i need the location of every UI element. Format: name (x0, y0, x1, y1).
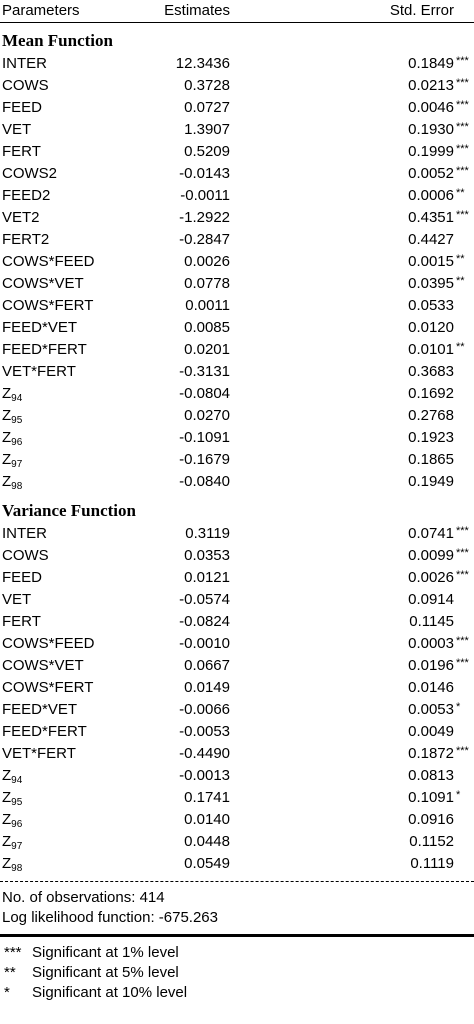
std-error-value: 0.0015 (408, 253, 454, 270)
table-row (0, 185, 474, 207)
parameter-label: INTER (2, 525, 47, 542)
std-error-value: 0.1152 (409, 833, 454, 850)
table-row (0, 383, 474, 405)
table-row (0, 831, 474, 853)
legend-mark: *** (4, 944, 22, 961)
significance-mark: *** (456, 635, 469, 647)
table-header (0, 0, 474, 22)
estimate-value: -0.1091 (179, 429, 230, 446)
significance-mark: ** (456, 187, 465, 199)
parameter-name (2, 787, 22, 809)
estimate-value: 1.3907 (184, 121, 230, 138)
estimate-value: -0.0053 (179, 723, 230, 740)
significance-mark: *** (456, 121, 469, 133)
table-row (0, 655, 474, 677)
parameter-label: VET2 (2, 209, 40, 226)
std-error-value: 0.0813 (408, 767, 454, 784)
parameter-name (2, 765, 22, 787)
parameter-label: FERT2 (2, 231, 50, 248)
estimate-value: 0.0140 (184, 811, 230, 828)
section-heading (0, 493, 474, 523)
parameter-subscript: 98 (11, 481, 23, 492)
parameter-label: Z (2, 789, 12, 806)
table-row (0, 339, 474, 361)
parameter-label: VET (2, 591, 32, 608)
estimate-value: -0.0804 (179, 385, 230, 402)
std-error-value: 0.0741 (408, 525, 454, 542)
std-error-value: 0.3683 (408, 363, 454, 380)
table-row (0, 53, 474, 75)
parameter-label: VET (2, 121, 32, 138)
estimate-value: -0.0840 (179, 473, 230, 490)
estimate-value: 12.3436 (175, 55, 230, 72)
estimate-value: 0.0270 (184, 407, 230, 424)
parameter-label: Z (2, 473, 12, 490)
table-row (0, 853, 474, 875)
estimate-value: -0.0011 (180, 187, 230, 204)
parameter-name (2, 273, 84, 295)
parameter-name (2, 405, 22, 427)
table-row (0, 523, 474, 545)
header-estimates: Estimates (164, 2, 230, 19)
parameter-label: Z (2, 407, 12, 424)
significance-mark: ** (456, 253, 465, 265)
parameter-name (2, 523, 47, 545)
section-title: Mean Function (2, 31, 113, 50)
parameter-name (2, 383, 22, 405)
parameter-name (2, 163, 57, 185)
table-row (0, 97, 474, 119)
significance-mark: *** (456, 569, 469, 581)
parameter-label: Z (2, 833, 12, 850)
parameter-subscript: 97 (11, 459, 23, 470)
table-row (0, 317, 474, 339)
parameter-name (2, 207, 40, 229)
parameter-subscript: 95 (11, 415, 23, 426)
legend-mark: * (4, 984, 10, 1001)
significance-mark: *** (456, 99, 469, 111)
std-error-value: 0.0101 (408, 341, 454, 358)
table-row (0, 75, 474, 97)
std-error-value: 0.1872 (408, 745, 454, 762)
parameter-name (2, 633, 95, 655)
parameter-name (2, 361, 76, 383)
parameter-name (2, 677, 93, 699)
table-row (0, 589, 474, 611)
table-row (0, 141, 474, 163)
parameter-label: VET*FERT (2, 363, 76, 380)
header-std-error: Std. Error (389, 2, 454, 19)
std-error-value: 0.1930 (408, 121, 454, 138)
legend-item (0, 983, 474, 1003)
parameter-label: FEED (2, 569, 43, 586)
parameter-label: COWS*FERT (2, 679, 94, 696)
std-error-value: 0.0052 (408, 165, 454, 182)
significance-mark: *** (456, 77, 469, 89)
std-error-value: 0.1849 (408, 55, 454, 72)
table-row (0, 699, 474, 721)
table-row (0, 295, 474, 317)
significance-mark: * (456, 789, 461, 801)
parameter-label: COWS (2, 77, 49, 94)
parameter-label: COWS*VET (2, 275, 84, 292)
parameter-name (2, 655, 84, 677)
estimate-value: 0.3119 (185, 525, 230, 542)
parameter-name (2, 567, 42, 589)
std-error-value: 0.0003 (408, 635, 454, 652)
parameter-name (2, 317, 77, 339)
std-error-value: 0.1999 (408, 143, 454, 160)
std-error-value: 0.0049 (408, 723, 454, 740)
section-heading (0, 23, 474, 53)
legend-item (0, 963, 474, 983)
table-row (0, 567, 474, 589)
estimate-value: -0.3131 (179, 363, 230, 380)
parameter-name (2, 743, 76, 765)
estimate-value: 0.0011 (185, 297, 230, 314)
table-row (0, 611, 474, 633)
std-error-value: 0.0395 (408, 275, 454, 292)
estimate-value: 0.0353 (184, 547, 230, 564)
parameter-subscript: 94 (11, 775, 23, 786)
parameter-label: FEED2 (2, 187, 51, 204)
estimate-value: -0.4490 (179, 745, 230, 762)
section-title: Variance Function (2, 501, 136, 520)
estimate-value: -0.1679 (179, 451, 230, 468)
std-error-value: 0.0146 (408, 679, 454, 696)
estimate-value: 0.0778 (184, 275, 230, 292)
parameter-label: Z (2, 811, 12, 828)
std-error-value: 0.0196 (408, 657, 454, 674)
estimate-value: 0.0085 (184, 319, 230, 336)
parameter-name (2, 295, 93, 317)
parameter-name (2, 589, 31, 611)
parameter-label: COWS2 (2, 165, 58, 182)
estimate-value: 0.1741 (184, 789, 230, 806)
table-row (0, 427, 474, 449)
parameter-label: COWS*FEED (2, 253, 95, 270)
table-row (0, 273, 474, 295)
table-row (0, 743, 474, 765)
std-error-value: 0.2768 (408, 407, 454, 424)
significance-mark: *** (456, 165, 469, 177)
parameter-subscript: 94 (11, 393, 23, 404)
std-error-value: 0.0026 (408, 569, 454, 586)
parameter-label: COWS*FEED (2, 635, 95, 652)
parameter-name (2, 611, 41, 633)
parameter-name (2, 809, 22, 831)
parameter-label: Z (2, 767, 12, 784)
significance-mark: *** (456, 657, 469, 669)
std-error-value: 0.0006 (408, 187, 454, 204)
parameter-name (2, 339, 87, 361)
parameter-name (2, 449, 22, 471)
estimate-value: 0.3728 (184, 77, 230, 94)
table-row (0, 163, 474, 185)
parameter-subscript: 98 (11, 863, 23, 874)
parameter-label: FEED (2, 99, 43, 116)
significance-mark: *** (456, 547, 469, 559)
estimate-value: 0.0026 (184, 253, 230, 270)
parameter-label: FEED*FERT (2, 723, 87, 740)
std-error-value: 0.0099 (408, 547, 454, 564)
std-error-value: 0.1923 (408, 429, 454, 446)
parameter-name (2, 545, 49, 567)
std-error-value: 0.0914 (408, 591, 454, 608)
parameter-label: FERT (2, 613, 41, 630)
table-row (0, 471, 474, 493)
parameter-name (2, 699, 77, 721)
significance-mark: *** (456, 55, 469, 67)
log-likelihood-note: Log likelihood function: -675.263 (2, 909, 218, 926)
parameter-label: Z (2, 451, 12, 468)
std-error-value: 0.1692 (408, 385, 454, 402)
parameter-label: FEED*VET (2, 701, 78, 718)
significance-mark: *** (456, 143, 469, 155)
parameter-name (2, 853, 22, 875)
table-row (0, 765, 474, 787)
parameter-name (2, 427, 22, 449)
estimate-value: -0.0824 (179, 613, 230, 630)
std-error-value: 0.0916 (408, 811, 454, 828)
std-error-value: 0.0046 (408, 99, 454, 116)
estimate-value: 0.0727 (184, 99, 230, 116)
estimate-value: -1.2922 (179, 209, 230, 226)
std-error-value: 0.1119 (410, 855, 454, 872)
parameter-label: COWS*VET (2, 657, 84, 674)
parameter-name (2, 185, 50, 207)
parameter-subscript: 95 (11, 797, 23, 808)
std-error-value: 0.1949 (408, 473, 454, 490)
estimate-value: -0.0143 (179, 165, 230, 182)
estimate-value: 0.0121 (184, 569, 230, 586)
estimate-value: 0.5209 (184, 143, 230, 160)
legend-mark: ** (4, 964, 16, 981)
significance-mark: *** (456, 209, 469, 221)
parameter-label: COWS (2, 547, 49, 564)
parameter-name (2, 831, 22, 853)
table-row (0, 119, 474, 141)
parameter-name (2, 141, 41, 163)
std-error-value: 0.0120 (408, 319, 454, 336)
table-row (0, 677, 474, 699)
parameter-label: Z (2, 385, 12, 402)
estimate-value: 0.0667 (184, 657, 230, 674)
legend-item (0, 943, 474, 963)
parameter-name (2, 471, 22, 493)
parameter-label: Z (2, 855, 12, 872)
estimate-value: -0.0010 (179, 635, 230, 652)
estimate-value: -0.0013 (179, 767, 230, 784)
parameter-label: VET*FERT (2, 745, 76, 762)
std-error-value: 0.1145 (409, 613, 454, 630)
estimate-value: -0.2847 (179, 231, 230, 248)
estimate-value: 0.0201 (184, 341, 230, 358)
table-row (0, 787, 474, 809)
std-error-value: 0.0053 (408, 701, 454, 718)
parameter-label: FEED*VET (2, 319, 78, 336)
estimate-value: 0.0549 (184, 855, 230, 872)
table-row (0, 721, 474, 743)
table-row (0, 251, 474, 273)
parameter-label: Z (2, 429, 12, 446)
significance-mark: ** (456, 275, 465, 287)
table-body (0, 23, 474, 875)
estimate-value: 0.0448 (184, 833, 230, 850)
table-row (0, 633, 474, 655)
parameter-subscript: 97 (11, 841, 23, 852)
parameter-label: FEED*FERT (2, 341, 87, 358)
significance-mark: *** (456, 745, 469, 757)
header-parameters: Parameters (2, 2, 80, 19)
parameter-name (2, 53, 47, 75)
significance-legend (0, 943, 474, 1003)
estimate-value: 0.0149 (184, 679, 230, 696)
estimate-value: -0.0066 (179, 701, 230, 718)
parameter-label: COWS*FERT (2, 297, 94, 314)
legend-text: Significant at 10% level (32, 984, 188, 1001)
parameter-subscript: 96 (11, 437, 23, 448)
std-error-value: 0.0213 (408, 77, 454, 94)
legend-text: Significant at 1% level (32, 944, 179, 961)
table-row (0, 229, 474, 251)
table-row (0, 449, 474, 471)
parameter-name (2, 119, 31, 141)
parameter-label: INTER (2, 55, 47, 72)
table-row (0, 545, 474, 567)
significance-mark: *** (456, 525, 469, 537)
estimate-value: -0.0574 (179, 591, 230, 608)
std-error-value: 0.4427 (408, 231, 454, 248)
table-row (0, 809, 474, 831)
std-error-value: 0.4351 (408, 209, 454, 226)
parameter-name (2, 229, 49, 251)
significance-mark: ** (456, 341, 465, 353)
table-row (0, 207, 474, 229)
std-error-value: 0.0533 (408, 297, 454, 314)
table-row (0, 361, 474, 383)
parameter-name (2, 251, 95, 273)
parameter-name (2, 721, 87, 743)
parameter-name (2, 75, 49, 97)
parameter-label: FERT (2, 143, 41, 160)
std-error-value: 0.1091 (408, 789, 454, 806)
observations-note: No. of observations: 414 (2, 889, 165, 906)
legend-text: Significant at 5% level (32, 964, 179, 981)
parameter-subscript: 96 (11, 819, 23, 830)
significance-mark: * (456, 701, 461, 713)
std-error-value: 0.1865 (408, 451, 454, 468)
table-row (0, 405, 474, 427)
parameter-name (2, 97, 42, 119)
